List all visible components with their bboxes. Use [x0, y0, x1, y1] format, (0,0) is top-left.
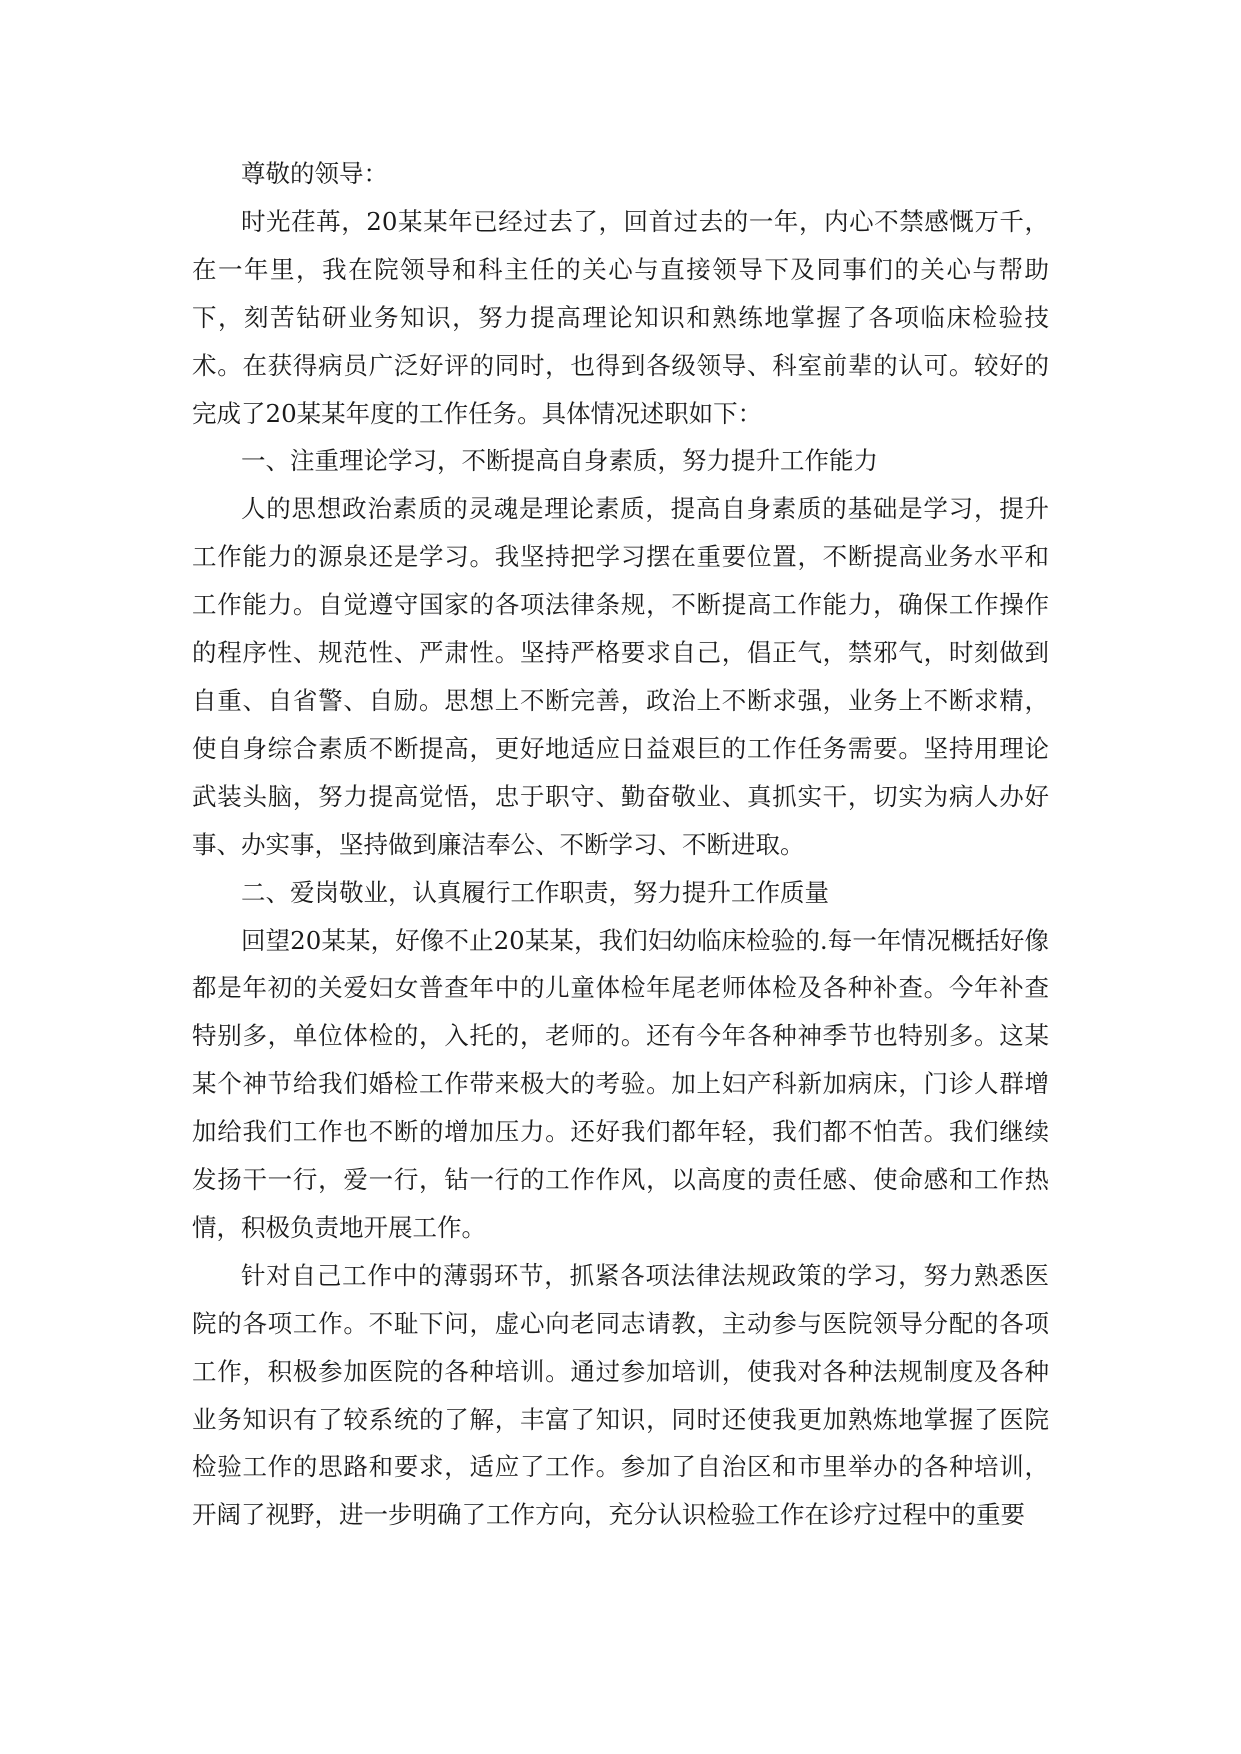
paragraph-intro: 时光荏苒，20某某年已经过去了，回首过去的一年，内心不禁感慨万千，在一年里，我在院领导和科主任的关心与直接领导下及同事们的关心与帮助下，刻苦钻研业务知识，努力提高理论知识和熟练地掌握了各项临床检验技术。在获得病员广泛好评的同时，也得到各级领导、科室前辈的认可。较好的完成了20某某年度的工作任务。具体情况述职如下：	[192, 206, 1049, 428]
paragraph-work-review: 回望20某某，好像不止20某某，我们妇幼临床检验的.每一年情况概括好像都是年初的关爱妇女普查年中的儿童体检年尾老师体检及各种补查。今年补查特别多，单位体检的，入托的，老师的。还有今年各种神季节也特别多。这某某个神节给我们婚检工作带来极大的考验。加上妇产科新加病床，门诊人群增加给我们工作也不断的增加压力。还好我们都年轻，我们都不怕苦。我们继续发扬干一行，爱一行，钻一行的工作作风，以高度的责任感、使命感和工作热情，积极负责地开展工作。	[192, 925, 1049, 1242]
section-heading-2: 二、爱岗敬业，认真履行工作职责，努力提升工作质量	[241, 877, 829, 907]
document-body	[192, 150, 1049, 1539]
section-heading-1: 一、注重理论学习，不断提高自身素质，努力提升工作能力	[241, 446, 878, 476]
salutation: 尊敬的领导：	[241, 159, 388, 188]
paragraph-training: 针对自己工作中的薄弱环节，抓紧各项法律法规政策的学习，努力熟悉医院的各项工作。不耻下问，虚心向老同志请教，主动参与医院领导分配的各项工作，积极参加医院的各种培训。通过参加培训，使我对各种法规制度及各种业务知识有了较系统的了解，丰富了知识，同时还使我更加熟炼地掌握了医院检验工作的思路和要求，适应了工作。参加了自治区和市里举办的各种培训，开阔了视野，进一步明确了工作方向，充分认识检验工作在诊疗过程中的重要	[192, 1260, 1049, 1530]
paragraph-study: 人的思想政治素质的灵魂是理论素质，提高自身素质的基础是学习，提升工作能力的源泉还是学习。我坚持把学习摆在重要位置，不断提高业务水平和工作能力。自觉遵守国家的各项法律条规，不断提高工作能力，确保工作操作的程序性、规范性、严肃性。坚持严格要求自己，倡正气，禁邪气，时刻做到自重、自省警、自励。思想上不断完善，政治上不断求强，业务上不断求精，使自身综合素质不断提高，更好地适应日益艰巨的工作任务需要。坚持用理论武装头脑，努力提高觉悟，忠于职守、勤奋敬业、真抓实干，切实为病人办好事、办实事，坚持做到廉洁奉公、不断学习、不断进取。	[192, 494, 1049, 859]
